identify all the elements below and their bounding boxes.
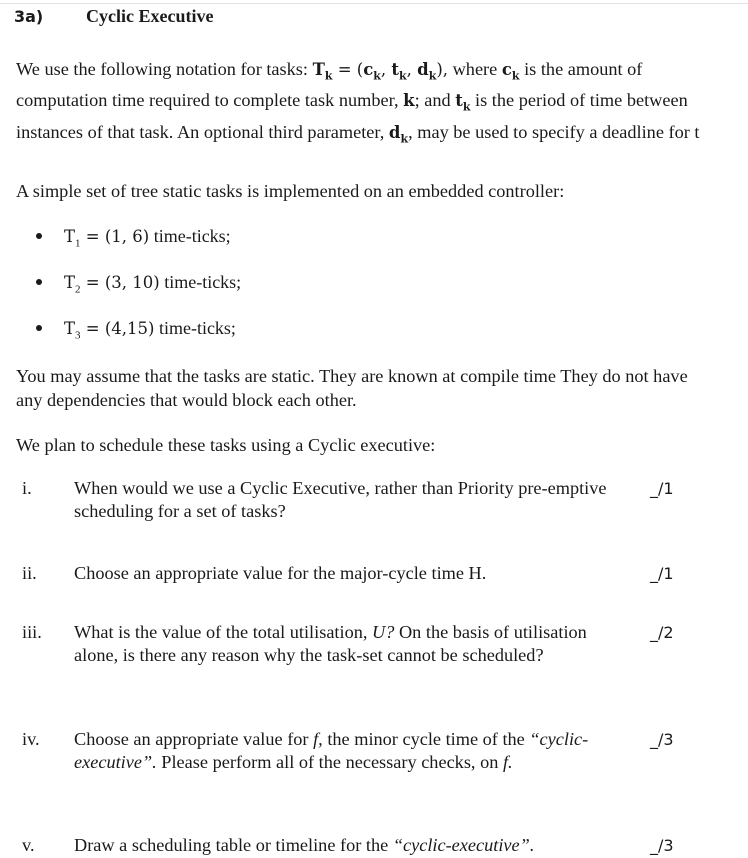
question-number: iii. [22, 622, 42, 642]
task-item-2: $T_2 = (3$, 10) time-ticks; [36, 272, 241, 296]
notation-d: $d_k$ [417, 60, 437, 83]
notation-close: ), [436, 60, 449, 79]
notation-formula: $T_k$ [312, 60, 333, 83]
question-number: ii. [22, 563, 37, 583]
question-mark: _/1 [650, 564, 674, 583]
question-mark: _/3 [650, 730, 674, 749]
question-mark: _/1 [650, 479, 674, 498]
intro-paragraph [16, 57, 728, 151]
k-symbol: k [403, 91, 415, 111]
bullet-dot [36, 325, 42, 331]
section-header [14, 6, 213, 27]
intro-text-4: ; and [414, 90, 456, 111]
section-number: 3a) [14, 7, 44, 26]
task-item-1: $T_1 = (1$, 6) time-ticks; [36, 226, 231, 250]
t-k-symbol: $t_k$ [455, 91, 471, 114]
intro-text-2: where [448, 59, 502, 79]
plan-paragraph: We plan to schedule these tasks using a Cyclic executive: [16, 435, 436, 455]
top-rule [0, 3, 748, 4]
intro-text-6: , may be used to specify a deadline for t [408, 121, 700, 142]
question-text: Choose an appropriate value for the major-cycle time H. [74, 563, 487, 583]
bullet-dot [36, 233, 42, 239]
question-text: When would we use a Cyclic Executive, rather than Priority pre-emptive scheduling for a set of tasks? [74, 478, 607, 521]
d-k-symbol: $d_k$ [388, 122, 409, 145]
question-number: v. [22, 835, 35, 855]
task-item-3: $T_3 = (4,15)$ time-ticks; [36, 318, 236, 342]
intro-text-3: is the amount of computation time required to complete task number, [16, 59, 643, 111]
question-number: i. [22, 478, 32, 498]
intro-text-1: We use the following notation for tasks: [16, 59, 308, 79]
notation-comma-1: , [380, 60, 392, 79]
question-number: iv. [22, 729, 40, 749]
question-mark: _/3 [650, 836, 674, 855]
notation-t: $t_k$ [391, 60, 407, 83]
assumption-paragraph: You may assume that the tasks are static. They are known at compile time They do not have any dependencies that would block each other. [16, 366, 688, 410]
notation-c: $c_k$ [363, 60, 381, 83]
question-text: What is the value of the total utilisation, U? On the basis of utilisation alone, is there any reason why the task-set cannot be scheduled? [74, 622, 587, 665]
section-title: Cyclic Executive [86, 6, 214, 26]
question-text: Choose an appropriate value for f, the minor cycle time of the “cyclic-executive”. Please perform all of the necessary checks, on f. [74, 729, 589, 772]
notation-eq: = ( [332, 60, 364, 79]
c-k-symbol: $c_k$ [501, 60, 520, 83]
notation-comma-2: , [406, 60, 418, 79]
tasks-intro: A simple set of tree static tasks is implemented on an embedded controller: [16, 181, 565, 201]
question-mark: _/2 [650, 623, 674, 642]
bullet-dot [36, 279, 42, 285]
intro-text-5: is the period of time between instances of that task. An optional third parameter, [16, 90, 688, 142]
question-text: Draw a scheduling table or timeline for the “cyclic-executive”. [74, 835, 535, 855]
